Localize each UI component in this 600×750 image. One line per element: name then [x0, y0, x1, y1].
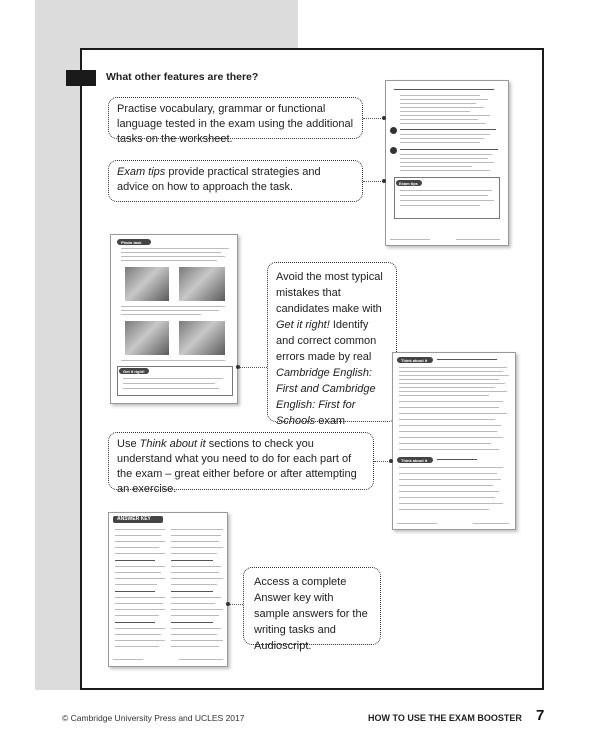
- exam-tips-lead: Exam tips: [117, 166, 166, 178]
- think-about-it-text-a: Use: [117, 438, 140, 450]
- vocabulary-note-text: Practise vocabulary, grammar or functional language tested in the exam using the additional tasks on the worksheet.: [117, 103, 354, 145]
- think-about-it-thumb-label-1: Think about it: [401, 357, 428, 363]
- connector-dot-vocab: [382, 116, 386, 120]
- worksheet-thumbnail-top: [385, 80, 509, 246]
- connector-get-it-right: [238, 367, 267, 368]
- get-it-right-emphasis: Get it right!: [276, 319, 330, 331]
- exam-tips-text: provide practical strategies and advice on how to approach the task.: [117, 166, 321, 193]
- photo-task-thumbnail: [110, 234, 238, 404]
- get-it-right-exam-names: Cambridge English: First and Cambridge English: First for Schools: [276, 367, 376, 427]
- exam-tips-thumb-label: Exam tips: [399, 180, 418, 186]
- section-title-footer: HOW TO USE THE EXAM BOOSTER: [368, 713, 522, 723]
- get-it-right-thumb-label: Get it right!: [123, 368, 145, 374]
- answer-key-note: [243, 567, 381, 652]
- think-about-it-emphasis: Think about it: [139, 438, 206, 450]
- heading-text: What other features are there?: [106, 71, 259, 83]
- get-it-right-note: [267, 262, 397, 427]
- answer-key-note-text: Access a complete Answer key with sample answers for the writing tasks and Audioscript.: [254, 576, 368, 652]
- photo-task-thumb-label: Photo task: [121, 239, 142, 245]
- vocabulary-note: [108, 97, 363, 145]
- answer-key-thumbnail: [108, 512, 228, 667]
- heading-bar: [66, 70, 96, 86]
- get-it-right-text-b: Identify and correct common errors made by real: [276, 319, 377, 363]
- think-about-it-thumb-label-2: Think about it: [401, 457, 428, 463]
- section-heading: [66, 70, 306, 86]
- think-about-it-note: [108, 432, 374, 495]
- connector-dot-exam-tips: [382, 179, 386, 183]
- think-about-it-thumbnail: [392, 352, 516, 530]
- get-it-right-text-a: Avoid the most typical mistakes that candidates make with: [276, 271, 383, 315]
- connector-dot-get-it-right: [236, 365, 240, 369]
- think-about-it-text-b: sections to check you understand what you need to do for each part of the exam – great either before or after attempting an exercise.: [117, 438, 357, 495]
- connector-dot-think-about-it: [389, 459, 393, 463]
- page-number: 7: [536, 707, 545, 724]
- get-it-right-text-c: exam: [318, 415, 346, 427]
- exam-tips-note: [108, 160, 363, 202]
- connector-dot-answer-key: [226, 602, 230, 606]
- copyright-footer: © Cambridge University Press and UCLES 2017: [62, 713, 245, 723]
- answer-key-thumb-title: ANSWER KEY: [117, 516, 151, 522]
- connector-answer-key: [228, 604, 243, 605]
